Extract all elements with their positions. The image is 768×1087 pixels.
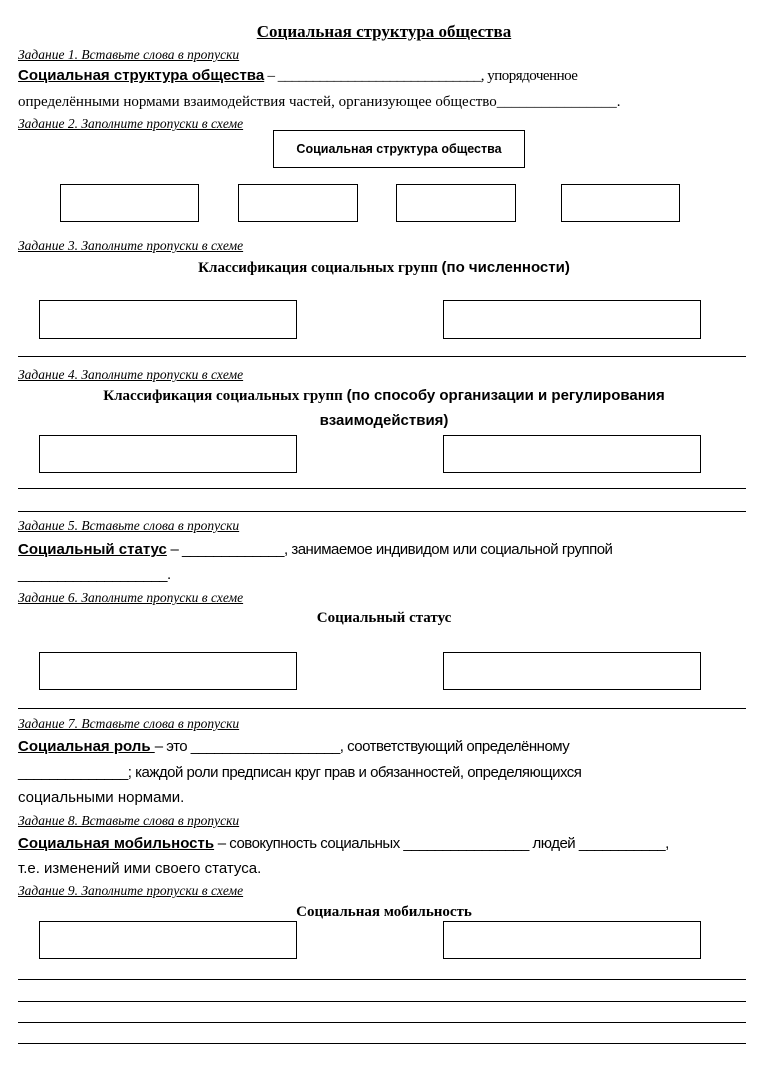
task-1-line-2: определёнными нормами взаимодействия частей, организующее общество________________. <box>18 94 621 110</box>
answer-line[interactable] <box>18 979 746 980</box>
task-5-term: Социальный статус <box>18 541 167 558</box>
task-5-line-1 <box>18 541 612 558</box>
structure-blank-box-1[interactable] <box>60 184 199 222</box>
answer-line[interactable] <box>18 488 746 489</box>
task-5-line-2: ___________________. <box>18 566 171 583</box>
structure-root-box: Социальная структура общества <box>273 130 525 168</box>
task-7-line-1 <box>18 738 569 755</box>
answer-line[interactable] <box>18 708 746 709</box>
task-1-text-1: – _____________________________, упорядоченное <box>264 68 578 84</box>
task-3-label: Задание 3. Заполните пропуски в схеме <box>18 238 244 253</box>
group-org-box-1[interactable] <box>39 435 297 473</box>
task-5-text-1: – _____________, занимаемое индивидом или социальной группой <box>166 541 613 558</box>
answer-line[interactable] <box>18 511 746 512</box>
task-8-text-1: – совокупность социальных ________________ людей ___________, <box>214 835 669 852</box>
group-size-box-2[interactable] <box>443 300 701 339</box>
group-org-box-2[interactable] <box>443 435 701 473</box>
page-title: Социальная структура общества <box>256 22 512 41</box>
structure-blank-box-4[interactable] <box>561 184 680 222</box>
task-7-line-2: ______________; каждой роли предписан круг прав и обязанностей, определяющихся <box>18 764 582 781</box>
structure-blank-box-3[interactable] <box>396 184 516 222</box>
task-5-label: Задание 5. Вставьте слова в пропуски <box>18 518 240 533</box>
answer-line[interactable] <box>18 1022 746 1023</box>
task-9-label: Задание 9. Заполните пропуски в схеме <box>18 883 244 898</box>
task-4-label: Задание 4. Заполните пропуски в схеме <box>18 367 244 382</box>
task-6-heading: Социальный статус <box>316 610 452 626</box>
task-6-label: Задание 6. Заполните пропуски в схеме <box>18 590 244 605</box>
status-box-1[interactable] <box>39 652 297 690</box>
task-3-heading: Классификация социальных групп (по численности) <box>198 259 570 276</box>
task-8-label: Задание 8. Вставьте слова в пропуски <box>18 813 240 828</box>
task-4-heading-line-1: Классификация социальных групп (по способу организации и регулирования <box>103 387 665 404</box>
structure-blank-box-2[interactable] <box>238 184 358 222</box>
task-9-heading: Социальная мобильность <box>296 904 472 920</box>
task-1-term: Социальная структура общества <box>18 67 265 84</box>
task-2-label: Задание 2. Заполните пропуски в схеме <box>18 116 244 131</box>
task-4-heading-line-2: взаимодействия) <box>319 412 449 429</box>
status-box-2[interactable] <box>443 652 701 690</box>
task-7-label: Задание 7. Вставьте слова в пропуски <box>18 716 240 731</box>
task-8-term: Социальная мобильность <box>18 835 215 852</box>
task-1-line-1 <box>18 67 577 85</box>
answer-line[interactable] <box>18 1001 746 1002</box>
task-7-text-1: – это ___________________, соответствующий определённому <box>154 738 570 755</box>
task-7-line-3: социальными нормами. <box>18 789 185 806</box>
answer-line[interactable] <box>18 1043 746 1044</box>
mobility-box-1[interactable] <box>39 921 297 959</box>
answer-line[interactable] <box>18 356 746 357</box>
task-1-label: Задание 1. Вставьте слова в пропуски <box>18 47 240 62</box>
group-size-box-1[interactable] <box>39 300 297 339</box>
task-7-term: Социальная роль <box>18 738 155 755</box>
task-8-line-2: т.е. изменений ими своего статуса. <box>18 860 262 877</box>
mobility-box-2[interactable] <box>443 921 701 959</box>
task-8-line-1 <box>18 835 669 852</box>
